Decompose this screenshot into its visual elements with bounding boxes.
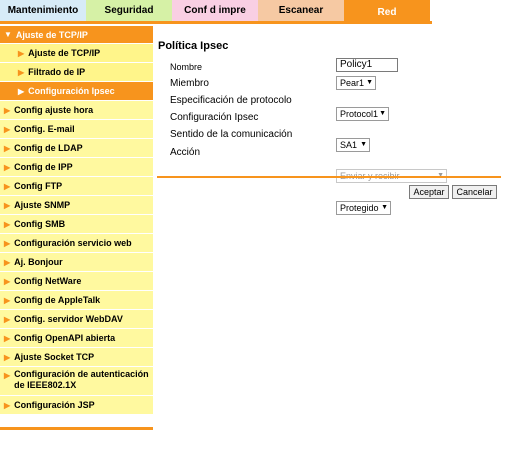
accion-value: Protegido [340, 203, 379, 213]
sidebar-item-label: Config. E-mail [14, 124, 75, 134]
accept-button[interactable]: Aceptar [409, 185, 449, 199]
protocolo-label: Especificación de protocolo [170, 95, 292, 106]
sidebar-item-netware[interactable] [0, 272, 153, 291]
sidebar-item-label: Config de IPP [14, 162, 73, 172]
miembro-value: Pear1 [340, 78, 365, 88]
sidebar-subitem-ajuste-tcpip[interactable] [0, 44, 153, 63]
chevron-down-icon: ▼ [381, 204, 388, 211]
sidebar-item-label: Config SMB [14, 219, 66, 229]
triangle-right-icon: ▶ [4, 276, 11, 286]
sidebar-item-label: Ajuste Socket TCP [14, 352, 95, 362]
triangle-right-icon: ▶ [4, 257, 11, 267]
accion-select[interactable] [336, 201, 391, 215]
sidebar-item-label: Config NetWare [14, 276, 82, 286]
triangle-right-icon: ▶ [4, 143, 11, 153]
sidebar-item-config-smb[interactable] [0, 215, 153, 234]
sidebar-item-label: Aj. Bonjour [14, 257, 63, 267]
triangle-right-icon: ▶ [4, 162, 11, 172]
sidebar-section-tcpip[interactable] [0, 26, 153, 44]
triangle-right-icon: ▶ [4, 295, 11, 305]
triangle-right-icon: ▶ [4, 400, 11, 410]
chevron-down-icon: ▼ [360, 141, 367, 148]
sidebar-item-label: Configuración JSP [14, 400, 95, 410]
sidebar-item-socket-tcp[interactable] [0, 348, 153, 367]
sidebar-item-openapi[interactable] [0, 329, 153, 348]
tab-escanear[interactable]: Escanear [258, 0, 344, 21]
miembro-select[interactable] [336, 76, 376, 90]
sidebar-item-config-ajuste-hora[interactable] [0, 101, 153, 120]
sidebar-item-label: Config. servidor WebDAV [14, 314, 123, 324]
sidebar-item-ieee8021x[interactable] [0, 367, 153, 396]
sidebar-subitem-label: Ajuste de TCP/IP [28, 48, 101, 58]
triangle-down-icon: ▼ [4, 30, 12, 39]
triangle-right-icon: ▶ [4, 181, 11, 191]
sidebar-item-label: Ajuste SNMP [14, 200, 71, 210]
ipsec-select[interactable] [336, 138, 370, 152]
sidebar-item-label: Config FTP [14, 181, 63, 191]
sidebar-item-config-ftp[interactable] [0, 177, 153, 196]
triangle-right-icon: ▶ [4, 371, 11, 380]
tab-seguridad[interactable]: Seguridad [86, 0, 172, 21]
page-title: Política Ipsec [158, 40, 229, 52]
sidebar-subitem-label: Configuración Ipsec [28, 86, 115, 96]
triangle-right-icon: ▶ [18, 48, 25, 58]
triangle-right-icon: ▶ [18, 67, 25, 77]
tab-mantenimiento[interactable]: Mantenimiento [0, 0, 86, 21]
sidebar-subitem-filtrado-ip[interactable] [0, 63, 153, 82]
sidebar-item-config-email[interactable] [0, 120, 153, 139]
triangle-right-icon: ▶ [4, 352, 11, 362]
chevron-down-icon: ▼ [379, 110, 386, 117]
ipsec-value: SA1 [340, 140, 358, 150]
protocolo-value: Protocol1 [340, 109, 379, 119]
sidebar-item-config-ldap[interactable] [0, 139, 153, 158]
triangle-right-icon: ▶ [4, 333, 11, 343]
sidebar-item-webdav[interactable] [0, 310, 153, 329]
sidebar-item-servicio-web[interactable] [0, 234, 153, 253]
sidebar-item-label: Configuración servicio web [14, 238, 132, 248]
top-tabs [0, 0, 517, 22]
sidebar-item-ajuste-snmp[interactable] [0, 196, 153, 215]
cancel-button[interactable]: Cancelar [452, 185, 497, 199]
sidebar-item-label: Configuración de autenticación de IEEE802.1X [14, 369, 149, 390]
accion-label: Acción [170, 147, 201, 158]
tab-conf-impre[interactable]: Conf d impre [172, 0, 258, 21]
sidebar-item-label: Config de AppleTalk [14, 295, 101, 305]
sidebar-item-bonjour[interactable] [0, 253, 153, 272]
ipsec-label: Configuración Ipsec [170, 112, 259, 123]
triangle-right-icon: ▶ [18, 86, 25, 96]
triangle-right-icon: ▶ [4, 105, 11, 115]
sidebar-section-label: Ajuste de TCP/IP [15, 29, 88, 40]
sidebar-item-label: Config de LDAP [14, 143, 83, 153]
triangle-right-icon: ▶ [4, 238, 11, 248]
sidebar-item-jsp[interactable] [0, 396, 153, 415]
sentido-label: Sentido de la comunicación [170, 129, 293, 140]
tab-underline [0, 21, 432, 24]
form-divider [157, 176, 501, 178]
miembro-label: Miembro [170, 78, 209, 89]
triangle-right-icon: ▶ [4, 124, 11, 134]
sidebar-item-config-ipp[interactable] [0, 158, 153, 177]
protocolo-select[interactable] [336, 107, 389, 121]
sidebar-item-appletalk[interactable] [0, 291, 153, 310]
sidebar-subitem-label: Filtrado de IP [28, 67, 86, 77]
nombre-label: Nombre [170, 62, 203, 72]
sidebar [0, 26, 153, 415]
sidebar-item-label: Config OpenAPI abierta [14, 333, 116, 343]
sidebar-subitem-configuracion-ipsec[interactable] [0, 82, 153, 101]
tab-red[interactable]: Red [344, 0, 430, 24]
nombre-input[interactable]: Policy1 [336, 58, 398, 72]
sidebar-item-label: Config ajuste hora [14, 105, 94, 115]
chevron-down-icon: ▼ [366, 79, 373, 86]
triangle-right-icon: ▶ [4, 219, 11, 229]
triangle-right-icon: ▶ [4, 200, 11, 210]
triangle-right-icon: ▶ [4, 314, 11, 324]
sidebar-bottom-line [0, 427, 153, 430]
